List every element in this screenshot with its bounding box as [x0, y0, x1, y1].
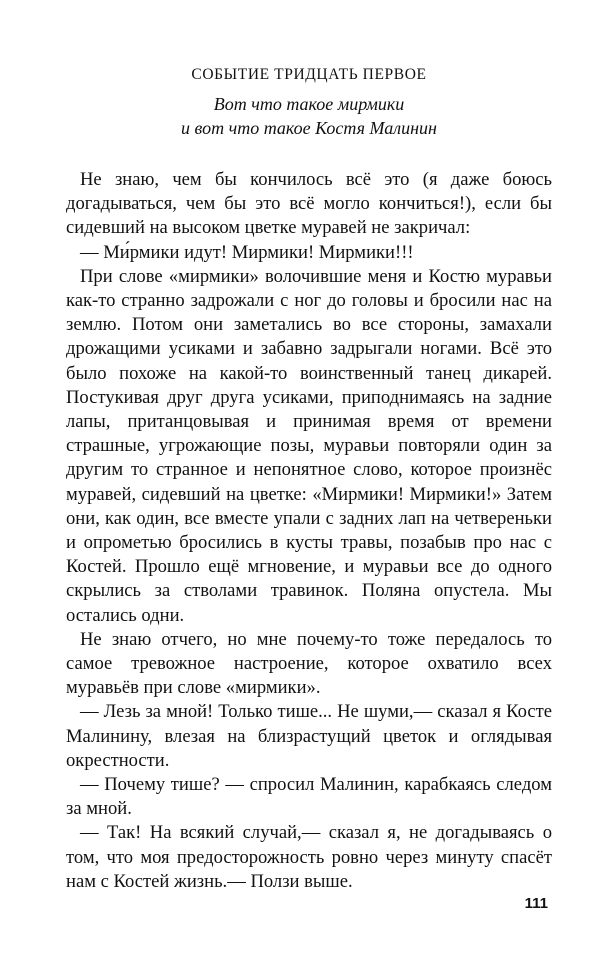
paragraph: — Лезь за мной! Только тише... Не шуми,— сказал я Косте Малинину, влезая на близрастущий цветок и оглядывая окрестности.	[66, 701, 552, 771]
subtitle-line-2: и вот что такое Костя Малинин	[181, 118, 437, 138]
body-text	[66, 168, 552, 894]
chapter-subtitle	[66, 92, 552, 140]
paragraph: Не знаю, чем бы кончилось всё это (я даже боюсь догадываться, чем бы это всё могло кончиться!), если бы сидевший на высоком цветке муравей не закричал:	[66, 169, 552, 239]
page-number: 111	[524, 895, 548, 912]
chapter-title: СОБЫТИЕ ТРИДЦАТЬ ПЕРВОЕ	[191, 66, 427, 83]
paragraph: — Почему тише? — спросил Малинин, карабкаясь следом за мной.	[66, 774, 552, 820]
paragraph: При слове «мирмики» волочившие меня и Костю муравьи как-то странно задрожали с ног до головы и бросили нас на землю. Потом они заметались во все стороны, замахали дрожащими усиками и забавно задрыгали ногами. Всё это было похоже на какой-то воинственный танец дикарей. Постукивая друг друга усиками, приподнимаясь на задние лапы, пританцовывая и принимая время от времени страшные, угрожающие позы, муравьи повторяли один за другим то странное и непонятное слово, которое произнёс муравей, сидевший на цветке: «Мирмики! Мирмики!» Затем они, как один, все вместе упали с задних лап на четвереньки и опрометью бросились в кусты травы, позабыв про нас с Костей. Прошло ещё мгновение, и муравьи все до одного скрылись за стволами травинок. Поляна опустела. Мы остались одни.	[66, 265, 552, 626]
paragraph: Не знаю отчего, но мне почему-то тоже передалось то самое тревожное настроение, которое охватило всех муравьёв при слове «мирмики».	[66, 628, 552, 699]
paragraph: — Ми́рмики идут! Мирмики! Мирмики!!!	[80, 241, 414, 263]
book-page	[66, 64, 552, 894]
subtitle-line-1: Вот что такое мирмики	[213, 94, 405, 114]
paragraph: — Так! На всякий случай,— сказал я, не догадываясь о том, что моя предосторожность ровно через минуту спасёт нам с Костей жизнь.— Ползи выше.	[66, 822, 552, 892]
